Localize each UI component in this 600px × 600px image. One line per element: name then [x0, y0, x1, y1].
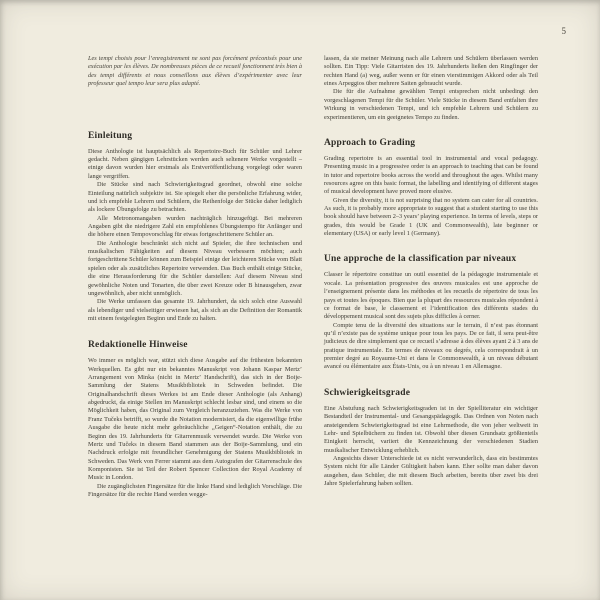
paragraph: Given the diversity, it is not surprising that no system can cater for all countries. As such, it is probably more appropriate to suggest that a student starting to use this book should have between 2–3 years’ playing experience. In terms of levels, steps or grades, this would be Grade 1 (UK and Commonwealth), late beginner or elementary (USA) or early level 1 (Germany).	[324, 196, 538, 238]
section-classification-par-niveaux	[324, 254, 538, 371]
page-content	[88, 55, 538, 514]
paragraph: lassen, da sie meiner Meinung nach alle Lehrern und Schülern überlassen werden sollten. Ein Tipp: Viele Gitarristen des 19. Jahrhunderts ließen den Ringfinger der rechten Hand (a) weg, außer wenn er für einen vierstimmigen Akkord oder als Teil eines Arpeggios über mehrere Saiten gebraucht wurde.	[324, 55, 538, 88]
right-column-sections	[324, 138, 538, 489]
section-redaktionelle-hinweise	[88, 340, 302, 499]
paragraph: Die Anthologie beschränkt sich nicht auf Spieler, die ihre technischen und musikalischen Fähigkeiten auf diesem Niveau verbessern möchten; auch fortgeschrittene Schüler können zum Beispiel einige der leichteren Stücke vom Blatt spielen oder als zusätzliches Repertoire verwenden. Das Buch enthält einige Stücke, die eine Herausforderung für die Schüler darstellen: Auf diesem Niveau sind gewöhnliche Noten und Tonarten, die über zwei Kreuze oder B hinausgehen, zwar ungewöhnlich, aber nicht unmöglich.	[88, 239, 302, 297]
section-schwierigkeitsgrade	[324, 388, 538, 489]
section-einleitung	[88, 131, 302, 324]
page-number: 5	[561, 26, 566, 36]
section-heading: Une approche de la classification par niveaux	[324, 254, 517, 265]
section-heading: Approach to Grading	[324, 137, 416, 148]
paragraph: Angesichts dieser Unterschiede ist es nicht verwunderlich, dass ein bestimmtes System nicht für alle Länder Gültigkeit haben kann. Eher sollte man daher davon ausgehen, dass Schüler, die mit diesem Buch arbeiten, bereits über zwei bis drei Jahre Spielerfahrung haben sollten.	[324, 454, 538, 488]
section-heading: Redaktionelle Hinweise	[88, 340, 188, 351]
paragraph: Wo immer es möglich war, stützt sich diese Ausgabe auf die frühesten bekannten Werkquellen. Es gibt nur ein bekanntes Manuskript von Johann Kaspar Mertz’ Arrangement von Minka (nicht in Mertz’ Handschrift), das sich in der Boije-Sammlung der Statens Musikbibliotek in Schweden befindet. Die Originalhandschrift dieses Werkes ist am Ende dieser Anthologie (als Anhang) abgedruckt, da einige Stellen im Manuskript schlecht lesbar sind, und einem so die Möglichkeit haben, das Original zum Vergleich heranzuziehen. Was die Werke von Franz Tučeks betrifft, so wurde die Notation modernisiert, da die eigenwillige frühe Ausgabe die heute nicht mehr gebräuchliche „Geigen“-Notation enthält, die zu Beginn des 19. Jahrhunderts für Gitarrenmusik verwendet wurde. Die Werke von Mertz und Tučeks in diesem Band stammen aus der Boije-Sammlung, und ein Nachdruck erfolgte mit freundlicher Genehmigung der Statens Musikbibliotek in Schweden. Das Werk von Ferrer stammt aus dem Autografen der Gitarrenschule des Komponisten. Sie ist Teil der Robert Spencer Collection der Royal Academy of Music in London.	[88, 357, 302, 482]
section-heading: Schwierigkeitsgrade	[324, 387, 411, 398]
paragraph: Diese Anthologie ist hauptsächlich als Repertoire-Buch für Schüler und Lehrer gedacht. Neben gängigen Lehrstücken werden auch seltenere Werke vorgestellt – einige davon wurden hier erstmals als Erstveröffentlichung vorgelegt oder waren lange vergriffen.	[88, 147, 302, 180]
paragraph: Die Werke umfassen das gesamte 19. Jahrhundert, da sich solch eine Auswahl als lebendiger und vielseitiger erwiesen hat, als sich an die Definition der Romantik mit einem festgelegten Beginn und Ende zu halten.	[88, 298, 302, 322]
paragraph: Die Stücke sind nach Schwierigkeitsgrad geordnet, obwohl eine solche Einteilung natürlich subjektiv ist. Sie spiegelt eher die persönliche Erfahrung wider, und ich empfehle Lehrern und Schülern, die Reihenfolge der Stücke daher lediglich als lockere Übungsfolge zu betrachten.	[88, 181, 302, 214]
section-approach-to-grading	[324, 138, 538, 239]
paragraph: Die zugänglichsten Fingersätze für die linke Hand sind lediglich Vorschläge. Die Fingersätze für die rechte Hand werden wegge-	[88, 482, 302, 499]
intro-note: Les tempi choisis pour l’enregistrement ne sont pas forcément préconisés pour une exécution par les élèves. De nombreuses pièces de ce recueil fonctionnent très bien à des tempi différents et nous conseillons aux élèves d’expérimenter avec leur professeur quel tempo leur sera plus adapté.	[88, 55, 302, 88]
paragraph: Classer le répertoire constitue un outil essentiel de la pédagogie instrumentale et vocale. La présentation progressive des œuvres musicales est une approche de l’enseignement présente dans les méthodes et les recueils de répertoire de tous les pays et toutes les époques. Bien que la plupart des ressources musicales répondent à ce format de base, le classement et l’identification des différents stades du développement musical sont des sujets plus difficiles à cerner.	[324, 271, 538, 321]
section-heading: Einleitung	[88, 130, 133, 141]
paragraph: Eine Abstufung nach Schwierigkeitsgraden ist in der Spielliteratur ein wichtiger Bestandteil der Instrumental- und Gesangspädagogik. Das Ordnen von Noten nach ansteigendem Schwierigkeitsgrad ist eine Lehrmethode, die von jeher weltweit in Lehr- und Spielbüchern zu finden ist. Obwohl über diesen Grundsatz größtenteils Einigkeit herrscht, variiert die Kennzeichnung der verschiedenen Stadien musikalischer Entwicklung erheblich.	[324, 404, 538, 454]
paragraph: Compte tenu de la diversité des situations sur le terrain, il n’est pas étonnant qu’il n’existe pas de système unique pour tous les pays. De ce fait, il sera peut-être judicieux de dire simplement que ce recueil s’adresse à des élèves ayant 2 à 3 ans de pratique instrumentale. En termes de niveaux ou degrés, cela correspondrait à un premier degré au Royaume-Uni et dans le Commonwealth, à un niveau débutant avancé ou élémentaire aux États-Unis, ou à un niveau 1 en Allemagne.	[324, 321, 538, 371]
left-column	[88, 55, 302, 514]
paragraph: Die für die Aufnahme gewählten Tempi entsprechen nicht unbedingt den vorgeschlagenen Tempi für die Schüler. Viele Stücke in diesem Band entfalten ihre Wirkung in verschiedenen Tempi, und ich empfehle Lehrern und Schülern zu experimentieren, um ein geeignetes Tempo zu finden.	[324, 88, 538, 121]
paragraph: Alle Metronomangaben wurden nachträglich hinzugefügt. Bei mehreren Angaben gibt die niedrigere Zahl ein empfohlenes Übungstempo für Anfänger und die höhere einen Tempovorschlag für etwas fortgeschrittenere Schüler an.	[88, 214, 302, 239]
right-column	[324, 55, 538, 514]
paragraph: Grading repertoire is an essential tool in instrumental and vocal pedagogy. Presenting music in a progressive order is an approach to teaching that can be found in tutor and repertoire books across the world and throughout the ages. Whilst many resources agree on this basic format, the labelling and identifying of different stages of musical development have proved more elusive.	[324, 154, 538, 196]
lead-paragraphs	[324, 55, 538, 122]
